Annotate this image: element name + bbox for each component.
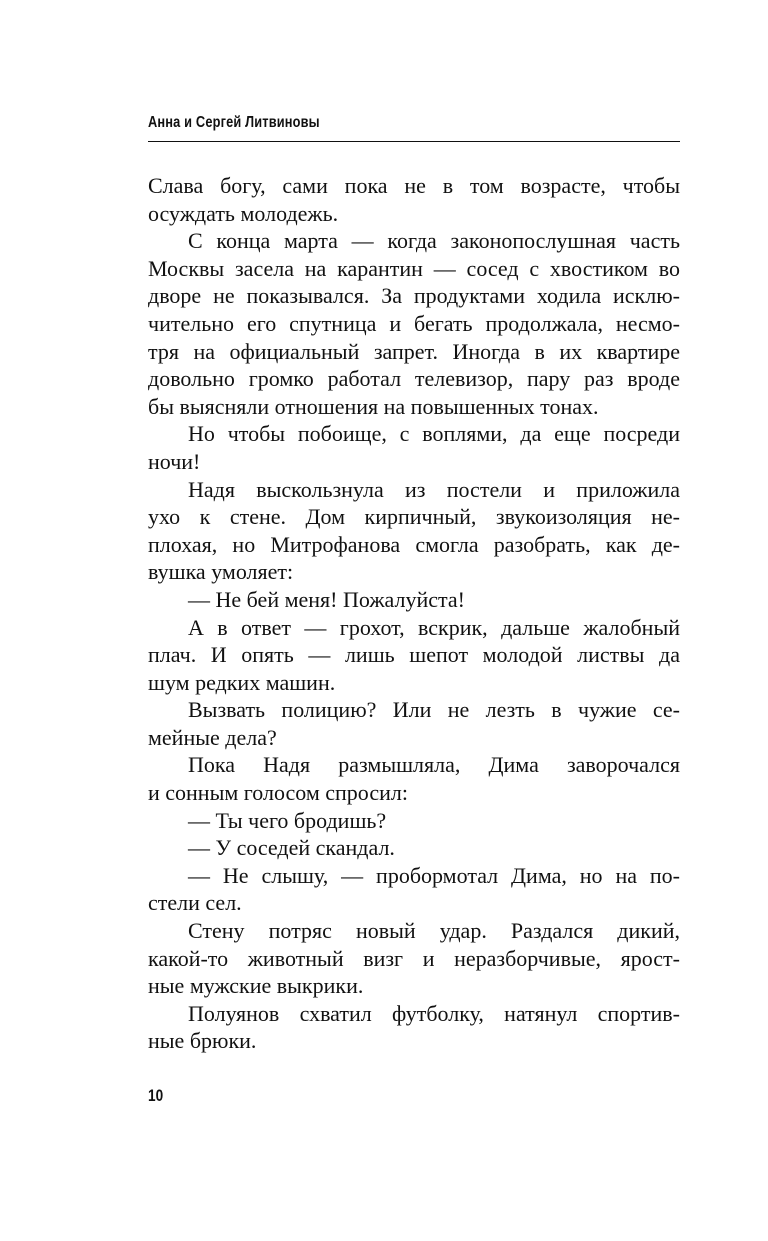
text-line: шум редких машин.	[148, 669, 336, 695]
text-line: какой-то животный визг и неразборчивые, ярост-	[148, 945, 680, 971]
text-line: — Ты чего бродишь?	[188, 807, 387, 833]
text-line: тря на официальный запрет. Иногда в их квартире	[148, 338, 680, 364]
text-line: чительно его спутница и бегать продолжала, несмо-	[148, 310, 680, 336]
text-line: Москвы засела на карантин — сосед с хвостиком во	[148, 255, 680, 281]
text-line: плач. И опять — лишь шепот молодой листвы да	[148, 642, 680, 668]
text-line: мейные дела?	[148, 724, 277, 750]
text-line: — У соседей скандал.	[188, 835, 395, 861]
text-line: вушка умоляет:	[148, 559, 294, 585]
text-line: стели сел.	[148, 890, 242, 916]
text-line: осуждать молодежь.	[148, 200, 339, 226]
text-line: А в ответ — грохот, вскрик, дальше жалобный	[188, 614, 680, 640]
body-text	[148, 172, 680, 1055]
text-line: дворе не показывался. За продуктами ходила исклю-	[148, 283, 680, 309]
text-line: ные брюки.	[148, 1028, 257, 1054]
text-line: Но чтобы побоище, с воплями, да еще посреди	[188, 421, 680, 447]
text-line: и сонным голосом спросил:	[148, 780, 408, 806]
header-rule	[148, 141, 680, 142]
text-line: Стену потряс новый удар. Раздался дикий,	[188, 918, 680, 944]
text-line: Полуянов схватил футболку, натянул спортив-	[188, 1000, 680, 1026]
running-head: Анна и Сергей Литвиновы	[148, 114, 320, 131]
text-line: С конца марта — когда законопослушная часть	[188, 228, 680, 254]
text-line: ухо к стене. Дом кирпичный, звукоизоляция не-	[148, 504, 680, 530]
page-number: 10	[148, 1086, 164, 1105]
text-line: Пока Надя размышляла, Дима заворочался	[188, 752, 680, 778]
text-line: Надя выскользнула из постели и приложила	[188, 476, 680, 502]
text-line: ные мужские выкрики.	[148, 973, 364, 999]
text-line: Слава богу, сами пока не в том возрасте, чтобы	[148, 173, 680, 198]
text-line: Вызвать полицию? Или не лезть в чужие се-	[188, 697, 680, 723]
text-line: довольно громко работал телевизор, пару раз вроде	[148, 366, 680, 392]
text-line: бы выясняли отношения на повышенных тонах.	[148, 393, 599, 419]
text-line: — Не слышу, — пробормотал Дима, но на по-	[188, 862, 680, 888]
text-line: ночи!	[148, 448, 201, 474]
text-line: плохая, но Митрофанова смогла разобрать, как де-	[148, 531, 680, 557]
text-line: — Не бей меня! Пожалуйста!	[188, 586, 465, 612]
